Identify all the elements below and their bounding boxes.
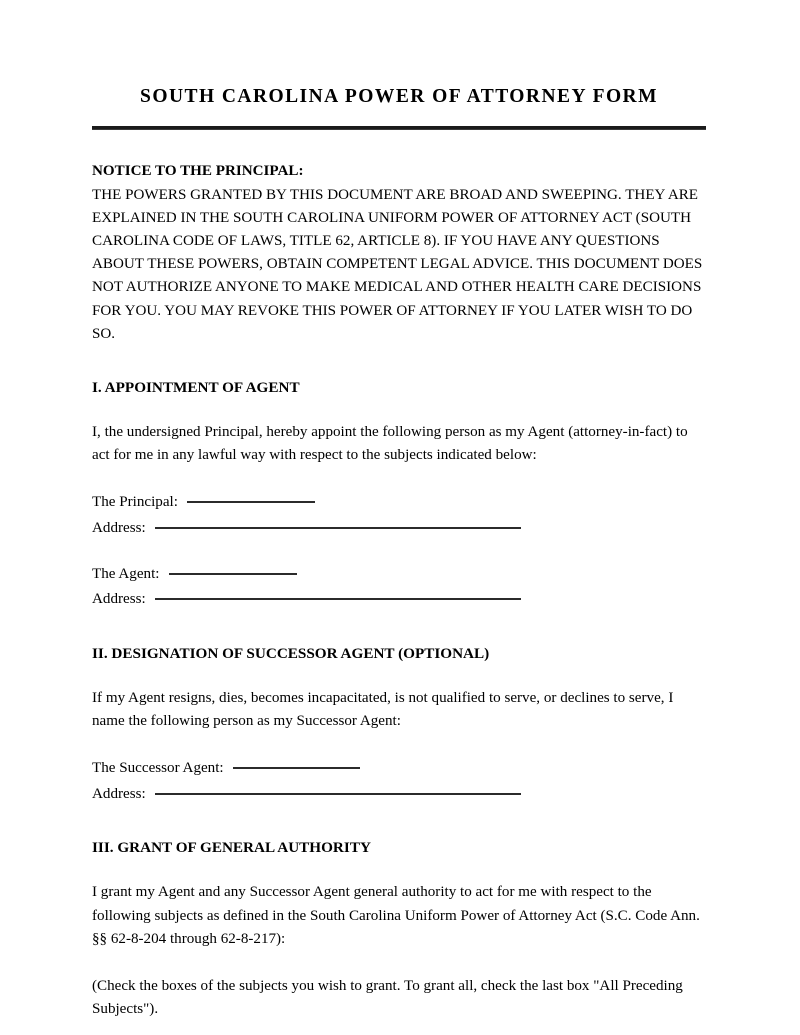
section-heading-grant-of-general-authority: III. GRANT OF GENERAL AUTHORITY	[92, 839, 371, 857]
spacer	[92, 951, 706, 975]
successor-field-group	[92, 757, 706, 806]
field-successor-agent[interactable]	[92, 757, 706, 781]
field-successor-address[interactable]	[92, 783, 706, 807]
section-three-instruction: (Check the boxes of the subjects you wish to grant. To grant all, check the last box "All Preceding Subjects").	[92, 977, 683, 1018]
spacer	[92, 467, 706, 491]
spacer	[92, 859, 706, 881]
notice-heading: NOTICE TO THE PRINCIPAL:	[92, 163, 304, 180]
section-one-paragraph: I, the undersigned Principal, hereby appoint the following person as my Agent (attorney-in-fact) to act for me in any lawful way with respect to the subjects indicated below:	[92, 424, 688, 464]
spacer	[92, 612, 706, 642]
field-agent[interactable]	[92, 563, 706, 587]
spacer	[92, 399, 706, 421]
field-label-successor-address: Address:	[92, 785, 146, 802]
document-content	[92, 0, 706, 1021]
spacer	[92, 733, 706, 757]
section-heading-appointment-of-agent: I. APPOINTMENT OF AGENT	[92, 379, 300, 396]
field-line-successor-agent[interactable]	[233, 767, 360, 769]
spacer	[92, 665, 706, 687]
section-three-paragraph: I grant my Agent and any Successor Agent general authority to act for me with respect to the following subjects as defined in the South Carolina Uniform Power of Attorney Act (S.C. Code Ann. §§ 62-8-204 through 62-8-217):	[92, 884, 700, 947]
agent-field-group	[92, 563, 706, 612]
field-label-agent-address: Address:	[92, 591, 146, 608]
section-two-paragraph: If my Agent resigns, dies, becomes incapacitated, is not qualified to serve, or declines to serve, I name the following person as my Successor Agent:	[92, 689, 674, 729]
field-label-successor-agent: The Successor Agent:	[92, 760, 224, 777]
title-divider	[92, 126, 706, 130]
field-principal-address[interactable]	[92, 517, 706, 541]
spacer	[92, 346, 706, 376]
field-label-agent: The Agent:	[92, 565, 160, 582]
field-line-agent[interactable]	[169, 573, 297, 575]
section-heading-successor-agent: II. DESIGNATION OF SUCCESSOR AGENT (OPTIONAL)	[92, 644, 490, 662]
field-principal[interactable]	[92, 491, 706, 515]
page-title: SOUTH CAROLINA POWER OF ATTORNEY FORM	[140, 86, 658, 107]
field-line-agent-address[interactable]	[155, 598, 521, 600]
principal-field-group	[92, 491, 706, 540]
field-line-successor-address[interactable]	[155, 793, 521, 795]
notice-body: THE POWERS GRANTED BY THIS DOCUMENT ARE BROAD AND SWEEPING. THEY ARE EXPLAINED IN THE SOUTH CAROLINA UNIFORM POWER OF ATTORNEY ACT (SOUTH CAROLINA CODE OF LAWS, TITLE 62, ARTICLE 8). IF YOU HAVE ANY QUESTIONS ABOUT THESE POWERS, OBTAIN COMPETENT LEGAL ADVICE. THIS DOCUMENT DOES NOT AUTHORIZE ANYONE TO MAKE MEDICAL AND OTHER HEALTH CARE DECISIONS FOR YOU. YOU MAY REVOKE THIS POWER OF ATTORNEY IF YOU LATER WISH TO DO SO.	[92, 186, 703, 342]
spacer	[92, 806, 706, 836]
spacer	[92, 541, 706, 563]
field-label-principal-address: Address:	[92, 520, 146, 536]
field-line-principal-address[interactable]	[155, 527, 521, 529]
field-line-principal[interactable]	[187, 501, 315, 503]
field-agent-address[interactable]	[92, 588, 706, 612]
field-label-principal: The Principal:	[92, 494, 178, 511]
notice-section	[92, 160, 706, 346]
